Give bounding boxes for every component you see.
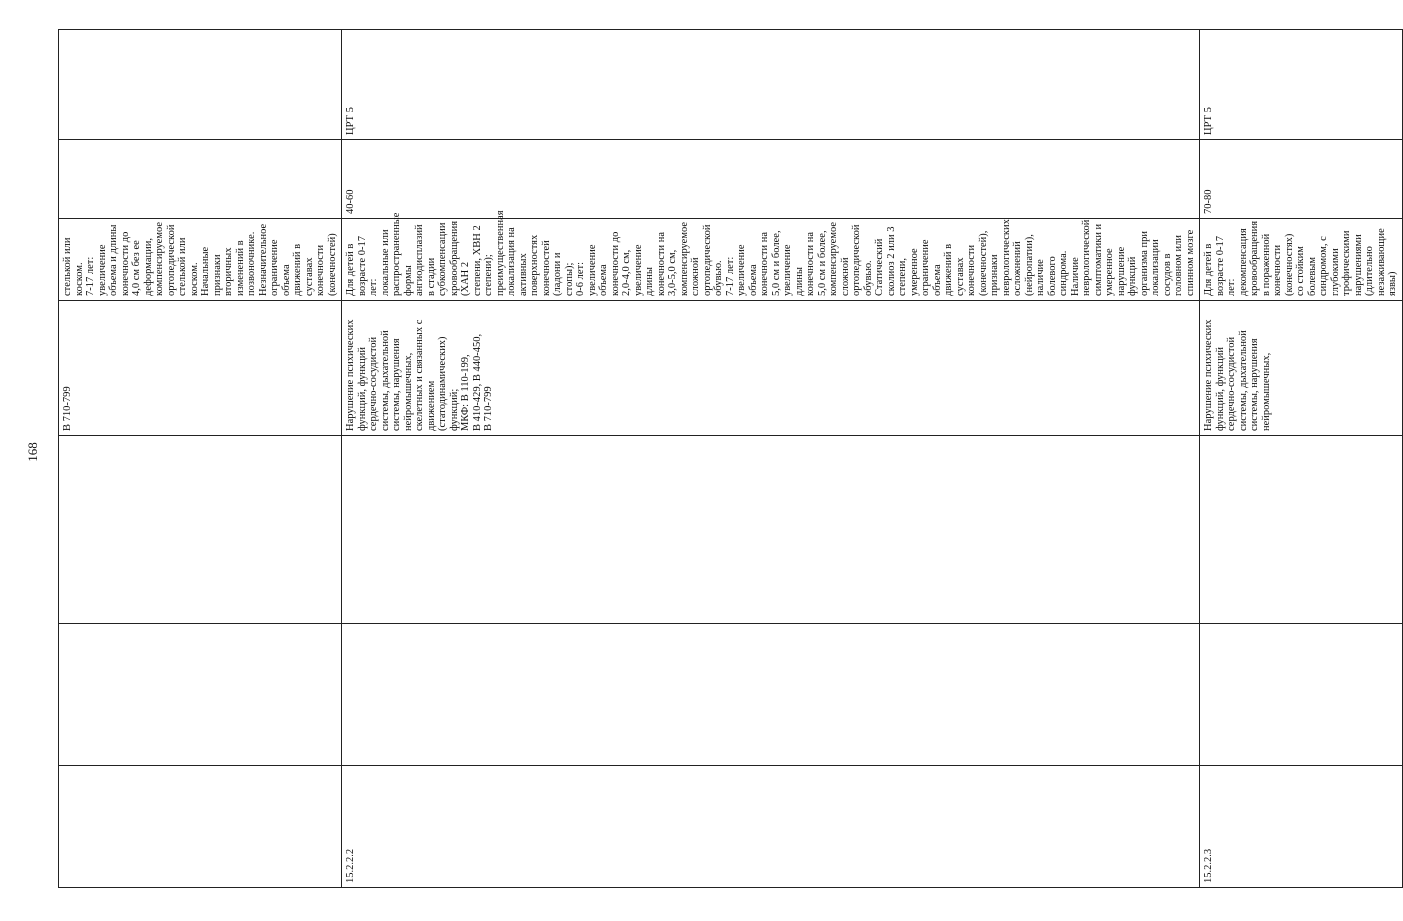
condition-cell: Нарушение психических функций, функций сердечно-сосудистой системы, дыхательной системы, нарушения нейромышечных, (1200, 301, 1403, 436)
percent-cell: 70-80 (1200, 140, 1403, 219)
table-row (342, 30, 1200, 888)
empty-cell (342, 436, 1200, 624)
criteria-cell: Для детей в возрасте 0-17 лет: декомпенсация кровообращения в пораженной конечности (конечностях) со стойким болевым синдромом, с глубокими трофическими нарушениями (длительно незаживающие язвы) (1200, 219, 1403, 301)
table-row (1200, 30, 1403, 888)
empty-cell (342, 624, 1200, 766)
criteria-cell: стелькой или коском. 7-17 лет: увеличение объема и длины конечности до 4,0 см без ее деформации, компенсируемое ортопедической стелькой или коском. Начальные признаки вторичных изменений в позвоночнике. Незначительное ограничение объема движений в суставах конечности (конечностей) (59, 219, 342, 301)
empty-cell (1200, 624, 1403, 766)
empty-cell (1200, 436, 1403, 624)
code-cell (59, 766, 342, 888)
code-cell: 15.2.2.2 (342, 766, 1200, 888)
empty-cell (59, 436, 342, 624)
program-cell: ЦРТ 5 (1200, 30, 1403, 140)
condition-cell: В 710-799 (59, 301, 342, 436)
criteria-cell: Для детей в возрасте 0-17 лет: локальные или распространенные формы ангиодисплазий в стадии субкомпенсации кровообращения (ХАН 2 степени, ХВН 2 степени); преимущественная локализация на активных поверхностях конечностей (ладони и стопы); 0-6 лет: увеличение объема конечности до 2,0-4,0 см, увеличение длины конечности на 3,0-5,0 см, компенсируемое сложной ортопедической обувью. 7-17 лет: увеличение объема конечности на 5,0 см и более, увеличение длины конечности на 5,0 см и более, компенсируемое сложной ортопедической обувью. Статический сколиоз 2 или 3 степени, умеренное ограничение объема движений в суставах конечности (конечностей), признаки неврологических осложнений (нейропатии), наличие болевого синдрома. Наличие неврологической симптоматики и умеренное нарушение функций организма при локализации сосудов в головном или спинном мозге (342, 219, 1200, 301)
code-cell: 15.2.2.3 (1200, 766, 1403, 888)
percent-cell (59, 140, 342, 219)
percent-cell: 40-60 (342, 140, 1200, 219)
program-cell (59, 30, 342, 140)
disability-criteria-table (58, 29, 1403, 888)
program-cell: ЦРТ 5 (342, 30, 1200, 140)
empty-cell (59, 624, 342, 766)
rotated-table-wrapper (58, 30, 1398, 888)
table-row (59, 30, 342, 888)
page-number: 168 (25, 442, 40, 462)
condition-cell: Нарушение психических функций, функций сердечно-сосудистой системы, дыхательной системы, нарушения нейромышечных, скелетных и связанных с движением (статодинамических) функций; МКФ: В 110-199, В 410-429, В 440-450, В 710-799 (342, 301, 1200, 436)
